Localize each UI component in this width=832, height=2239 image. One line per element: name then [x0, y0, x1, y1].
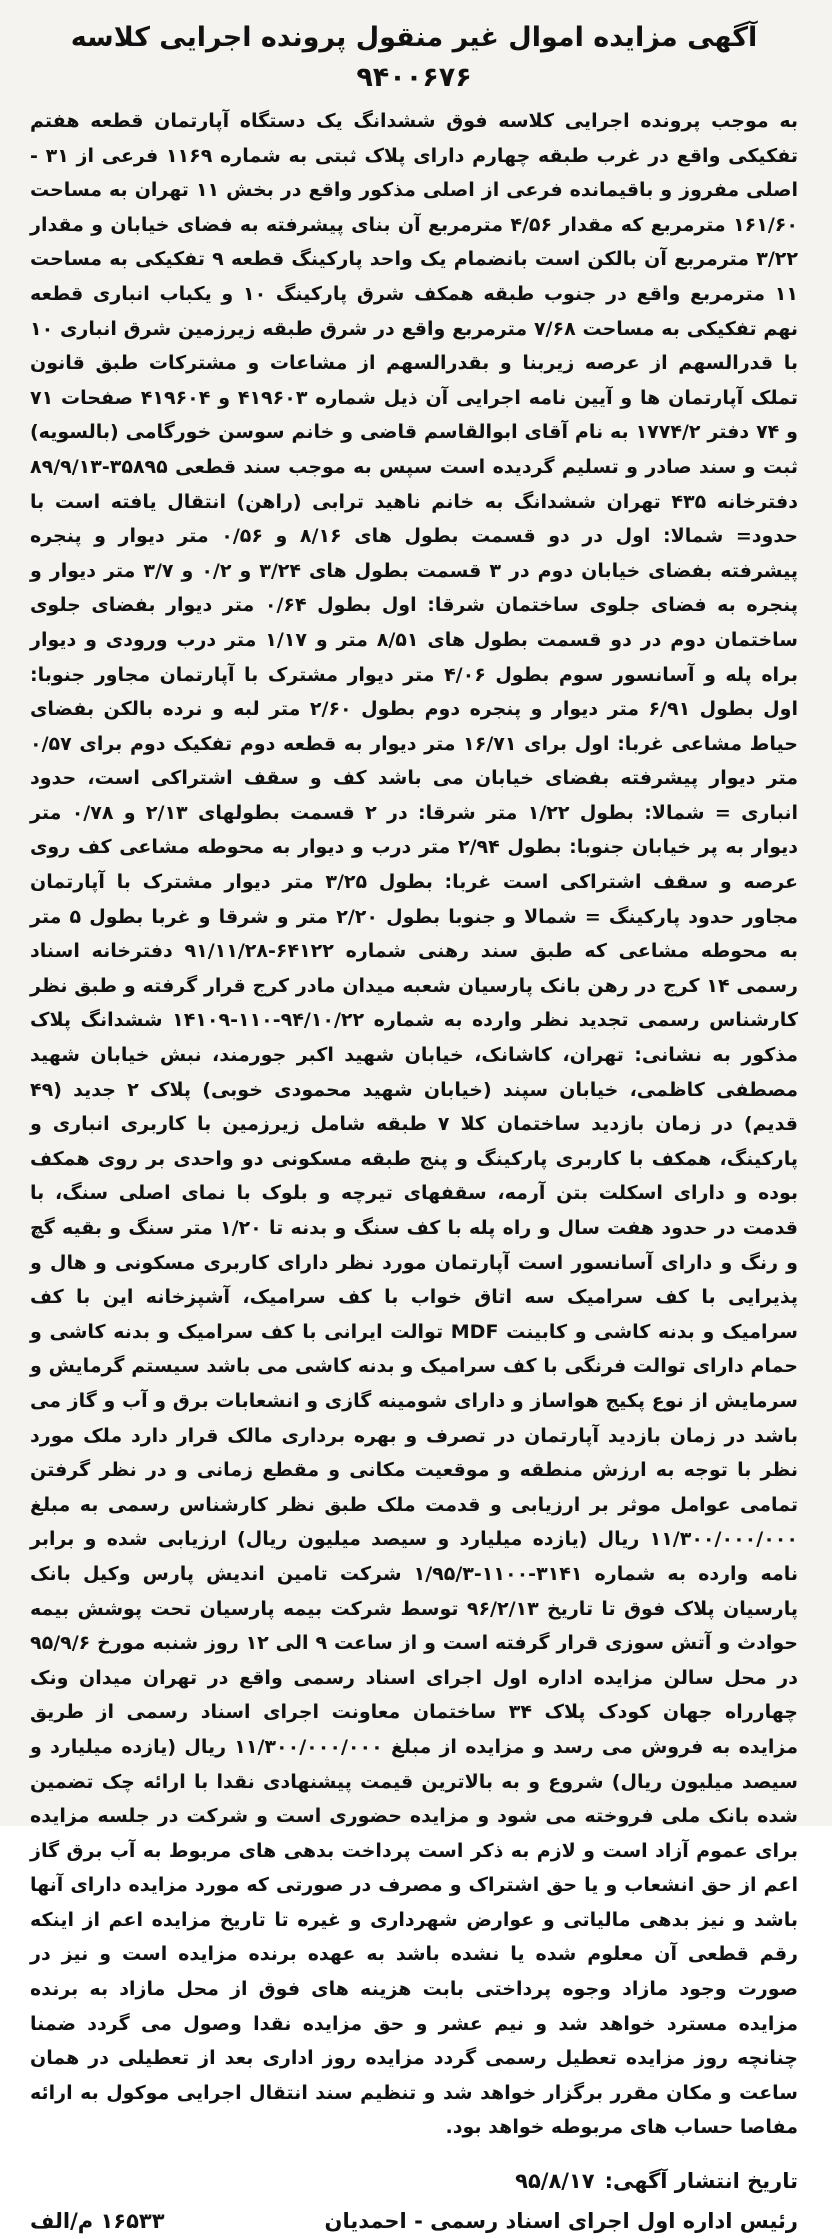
- signature-row: [30, 2203, 798, 2239]
- notice-title: آگهی مزایده اموال غیر منقول پرونده اجرایی کلاسه ۹۴۰۰۶۷۶: [70, 22, 758, 93]
- publish-date: ۹۵/۸/۱۷: [515, 2169, 595, 2194]
- signature: رئیس اداره اول اجرای اسناد رسمی - احمدیان: [324, 2209, 798, 2234]
- publish-date-label: تاریخ انتشار آگهی:: [604, 2169, 798, 2194]
- notice-body: به موجب پرونده اجرایی کلاسه فوق ششدانگ یک دستگاه آپارتمان قطعه هفتم تفکیکی واقع در غرب طبقه چهارم دارای پلاک ثبتی به شماره ۱۱۶۹ فرعی از ۳۱ - اصلی مفروز و باقیمانده فرعی از اصلی مذکور واقع در بخش ۱۱ تهران به مساحت ۱۶۱/۶۰ مترمربع که مقدار ۴/۵۶ مترمربع آن بنای پیشرفته به فضای خیابان و مقدار ۳/۲۲ مترمربع آن بالکن است بانضمام یک واحد پارکینگ قطعه ۹ تفکیکی به مساحت ۱۱ مترمربع واقع در جنوب طبقه همکف شرق پارکینگ ۱۰ و یکباب انباری قطعه نهم تفکیکی به مساحت ۷/۶۸ مترمربع واقع در شرق طبقه زیرزمین شرق انباری ۱۰ با قدرالسهم از عرصه زیربنا و بقدرالسهم از مشاعات و مشترکات طبق قانون تملک آپارتمان ها و آیین نامه اجرایی آن ذیل شماره ۴۱۹۶۰۳ و ۴۱۹۶۰۴ صفحات ۷۱ و ۷۴ دفتر ۱۷۷۴/۲ به نام آقای ابوالقاسم قاضی و خانم سوسن خورگامی (بالسویه) ثبت و سند صادر و تسلیم گردیده است سپس به موجب سند قطعی ۳۵۸۹۵-۸۹/۹/۱۳ دفترخانه ۴۳۵ تهران ششدانگ به خانم ناهید ترابی (راهن) انتقال یافته است با حدود= شمالا: اول در دو قسمت بطول های ۸/۱۶ و ۰/۵۶ متر دیوار و پنجره پیشرفته بفضای خیابان دوم در ۳ قسمت بطول های ۳/۲۴ و ۰/۲ و ۳/۷ متر دیوار و پنجره به فضای جلوی ساختمان شرقا: اول بطول ۰/۶۴ متر دیوار بفضای جلوی ساختمان دوم در دو قسمت بطول های ۸/۵۱ متر و ۱/۱۷ متر درب ورودی و دیوار براه پله و آسانسور سوم بطول ۴/۰۶ متر دیوار مشترک با آپارتمان مجاور جنوبا: اول بطول ۶/۹۱ متر دیوار و پنجره دوم بطول ۲/۶۰ متر لبه و نرده بالکن بفضای حیاط مشاعی غربا: اول برای ۱۶/۷۱ متر دیوار به قطعه دوم تفکیک دوم برای ۰/۵۷ متر دیوار پیشرفته بفضای خیابان می باشد کف و سقف اشتراکی است، حدود انباری = شمالا: بطول ۱/۲۲ متر شرقا: در ۲ قسمت بطولهای ۲/۱۳ و ۰/۷۸ متر دیوار به پر خیابان جنوبا: بطول ۲/۹۴ متر درب و دیوار به محوطه مشاعی کف روی عرصه و سقف اشتراکی است غربا: بطول ۳/۲۵ متر دیوار مشترک با آپارتمان مجاور حدود پارکینگ = شمالا و جنوبا بطول ۲/۲۰ متر و شرقا و غربا بطول ۵ متر به محوطه مشاعی که طبق سند رهنی شماره ۶۴۱۲۲-۹۱/۱۱/۲۸ دفترخانه اسناد رسمی ۱۴ کرج در رهن بانک پارسیان شعبه میدان مادر کرج قرار گرفته و طبق نظر کارشناس رسمی تجدید نظر وارده به شماره ۹۴/۱۰/۲۲-۱۱۰-۱۴۱۰۹ ششدانگ پلاک مذکور به نشانی: تهران، کاشانک، خیابان شهید اکبر جورمند، نبش خیابان شهید مصطفی کاظمی، خیابان سپند (خیابان شهید محمودی خوبی) پلاک ۲ جدید (۴۹ قدیم) در زمان بازدید ساختمان کلا ۷ طبقه شامل زیرزمین با کاربری انباری و پارکینگ، همکف با کاربری پارکینگ و پنج طبقه مسکونی دو واحدی بر روی همکف بوده و دارای اسکلت بتن آرمه، سقفهای تیرچه و بلوک با نمای اصلی سنگ، با قدمت در حدود هفت سال و راه پله با کف سنگ و بدنه تا ۱/۲۰ متر سنگ و بقیه گچ و رنگ و دارای آسانسور است آپارتمان مورد نظر دارای کاربری مسکونی و هال و پذیرایی با کف سرامیک سه اتاق خواب با کف سرامیک، آشپزخانه این با کف سرامیک و بدنه کاشی و کابینت MDF توالت ایرانی با کف سرامیک و بدنه کاشی و حمام دارای توالت فرنگی با کف سرامیک و بدنه کاشی می باشد سیستم گرمایش و سرمایش از نوع پکیج هواساز و دارای شومینه گازی و انشعابات برق و آب و گاز می باشد در زمان بازدید آپارتمان در تصرف و بهره برداری مالک قرار دارد ملک مورد نظر با توجه به ارزش منطقه و موقعیت مکانی و مقطع زمانی و در نظر گرفتن تمامی عوامل موثر بر ارزیابی و قدمت ملک طبق نظر کارشناس رسمی به مبلغ ۱۱/۳۰۰/۰۰۰/۰۰۰ ریال (یازده میلیارد و سیصد میلیون ریال) ارزیابی شده و برابر نامه وارده به شماره ۳۱۴۱-۱۱۰۰-۱/۹۵/۳ شرکت تامین اندیش پارس وکیل بانک پارسیان پلاک فوق تا تاریخ ۹۶/۲/۱۳ توسط شرکت بیمه پارسیان تحت پوشش بیمه حوادث و آتش سوزی قرار گرفته است و از ساعت ۹ الی ۱۲ روز شنبه مورخ ۹۵/۹/۶ در محل سالن مزایده اداره اول اجرای اسناد رسمی واقع در تهران میدان ونک چهارراه جهان کودک پلاک ۳۴ ساختمان معاونت اجرای اسناد رسمی از طریق مزایده به فروش می رسد و مزایده از مبلغ ۱۱/۳۰۰/۰۰۰/۰۰۰ ریال (یازده میلیارد و سیصد میلیون ریال) شروع و به بالاترین قیمت پیشنهادی نقدا با ارائه چک تضمین شده بانک ملی فروخته می شود و مزایده حضوری است و شرکت در جلسه مزایده برای عموم آزاد است و لازم به ذکر است پرداخت بدهی های مربوط به آب برق گاز اعم از حق انشعاب و یا حق اشتراک و مصرف در صورتی که مورد مزایده دارای آنها باشد و نیز بدهی مالیاتی و عوارض شهرداری و غیره تا تاریخ مزایده اعم از اینکه رقم قطعی آن معلوم شده یا نشده باشد به عهده برنده مزایده است و نیز در صورت وجود مازاد وجوه پرداختی بابت هزینه های فوق از محل مازاد به برنده مزایده مسترد خواهد شد و نیم عشر و حق مزایده نقدا وصول می گردد ضمنا چنانچه روز مزایده تعطیل رسمی گردد مزایده روز اداری بعد از تعطیلی در همان ساعت و مکان مقرر برگزار خواهد شد و تنظیم سند انتقال اجرایی موکول به ارائه مفاصا حساب های مربوطه خواهد بود.: [30, 110, 799, 2139]
- notice-code: ۱۶۵۳۳ م/الف: [30, 2209, 165, 2234]
- publish-date-row: [30, 2163, 798, 2199]
- notice-footer: [30, 2163, 798, 2239]
